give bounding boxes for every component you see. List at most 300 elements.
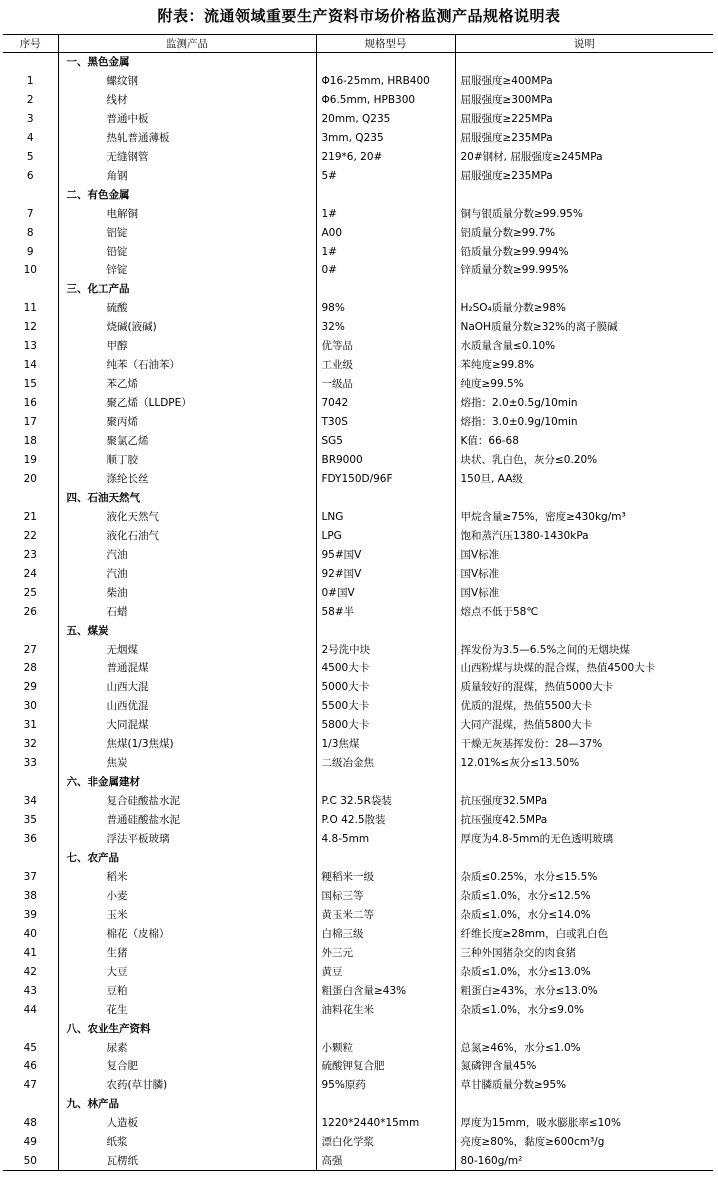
row-spec: 5800大卡 — [316, 716, 455, 735]
row-spec: 粗蛋白含量≥43% — [316, 981, 455, 1000]
row-product: 烧碱(液碱) — [58, 318, 316, 337]
row-description: 抗压强度32.5MPa — [455, 792, 713, 811]
category-row — [3, 773, 713, 792]
row-number: 40 — [23, 927, 37, 940]
row-product: 山西优混 — [58, 697, 316, 716]
table-row — [3, 583, 713, 602]
row-description — [455, 621, 713, 640]
row-description: 80-160g/m² — [455, 1152, 713, 1171]
category-label: 七、农产品 — [58, 849, 316, 868]
row-product: 液化天然气 — [58, 507, 316, 526]
row-number — [3, 280, 58, 299]
row-description: 铜与银质量分数≥99.95% — [455, 204, 713, 223]
row-spec: 硫酸钾复合肥 — [316, 1057, 455, 1076]
row-description: 杂质≤1.0%，水分≤13.0% — [455, 962, 713, 981]
row-spec — [316, 849, 455, 868]
table-row — [3, 204, 713, 223]
row-spec: LNG — [316, 507, 455, 526]
row-product: 聚乙烯（LLDPE） — [58, 394, 316, 413]
row-number: 5 — [26, 150, 34, 163]
row-number: 23 — [23, 548, 37, 561]
table-row — [3, 223, 713, 242]
table-row — [3, 545, 713, 564]
header-product: 监测产品 — [58, 35, 316, 53]
row-description: 三种外国猪杂交的肉食猪 — [455, 943, 713, 962]
row-description: 锌质量分数≥99.995% — [455, 261, 713, 280]
spec-table — [3, 34, 713, 1171]
row-product: 农药(草甘膦) — [58, 1076, 316, 1095]
table-row — [3, 128, 713, 147]
category-row — [3, 849, 713, 868]
category-row — [3, 280, 713, 299]
table-row — [3, 337, 713, 356]
row-spec: 58#半 — [316, 602, 455, 621]
row-number: 37 — [23, 870, 37, 883]
row-product: 电解铜 — [58, 204, 316, 223]
row-number: 12 — [23, 321, 37, 334]
row-description: 饱和蒸汽压1380-1430kPa — [455, 526, 713, 545]
row-product: 山西大混 — [58, 678, 316, 697]
row-spec: LPG — [316, 526, 455, 545]
table-row — [3, 924, 713, 943]
row-product: 聚丙烯 — [58, 413, 316, 432]
row-number: 21 — [23, 510, 37, 523]
table-row — [3, 432, 713, 451]
row-product: 普通硅酸盐水泥 — [58, 811, 316, 830]
row-spec: 0# — [316, 261, 455, 280]
row-spec — [316, 1019, 455, 1038]
row-description: 铅质量分数≥99.994% — [455, 242, 713, 261]
row-product: 液化石油气 — [58, 526, 316, 545]
row-number: 14 — [23, 359, 37, 372]
row-description — [455, 488, 713, 507]
row-product: 石蜡 — [58, 602, 316, 621]
row-spec: 4.8-5mm — [316, 830, 455, 849]
row-number: 2 — [26, 93, 34, 106]
table-row — [3, 1000, 713, 1019]
row-number: 39 — [23, 908, 37, 921]
row-number: 34 — [23, 795, 37, 808]
row-spec — [316, 1095, 455, 1114]
table-row — [3, 469, 713, 488]
row-description: 屈服强度≥300MPa — [455, 90, 713, 109]
table-row — [3, 147, 713, 166]
row-description: 国Ⅴ标准 — [455, 583, 713, 602]
row-product: 无缝钢管 — [58, 147, 316, 166]
category-row — [3, 185, 713, 204]
row-number: 31 — [23, 719, 37, 732]
category-row — [3, 1019, 713, 1038]
row-number — [3, 1019, 58, 1038]
table-row — [3, 166, 713, 185]
row-spec: 219*6, 20# — [316, 147, 455, 166]
table-row — [3, 735, 713, 754]
row-product: 复合肥 — [58, 1057, 316, 1076]
row-product: 锌锭 — [58, 261, 316, 280]
category-row — [3, 1095, 713, 1114]
row-spec — [316, 773, 455, 792]
row-number: 48 — [23, 1117, 37, 1130]
row-description: 山西粉煤与块煤的混合煤，热值4500大卡 — [455, 659, 713, 678]
row-description — [455, 280, 713, 299]
row-spec: 95#国Ⅴ — [316, 545, 455, 564]
row-description: 苯纯度≥99.8% — [455, 356, 713, 375]
row-spec: 工业级 — [316, 356, 455, 375]
row-product: 硫酸 — [58, 299, 316, 318]
row-product: 无烟煤 — [58, 640, 316, 659]
row-product: 纸浆 — [58, 1133, 316, 1152]
row-product: 豆粕 — [58, 981, 316, 1000]
category-label: 九、林产品 — [58, 1095, 316, 1114]
table-row — [3, 830, 713, 849]
row-description: 抗压强度42.5MPa — [455, 811, 713, 830]
row-description: 20#钢材, 屈服强度≥245MPa — [455, 147, 713, 166]
row-number: 15 — [23, 378, 37, 391]
row-number: 30 — [23, 700, 37, 713]
row-description: 挥发份为3.5—6.5%之间的无烟块煤 — [455, 640, 713, 659]
row-description: 质量较好的混煤，热值5000大卡 — [455, 678, 713, 697]
header-desc: 说明 — [455, 35, 713, 53]
row-description: K值：66-68 — [455, 432, 713, 451]
row-spec: 二级冶金焦 — [316, 754, 455, 773]
row-number: 25 — [23, 586, 37, 599]
category-label: 二、有色金属 — [58, 185, 316, 204]
row-description: 厚度为4.8-5mm的无色透明玻璃 — [455, 830, 713, 849]
row-product: 涤纶长丝 — [58, 469, 316, 488]
row-description: 优质的混煤，热值5500大卡 — [455, 697, 713, 716]
table-row — [3, 943, 713, 962]
row-spec: 一级品 — [316, 375, 455, 394]
row-description: 氮磷钾含量45% — [455, 1057, 713, 1076]
row-number: 3 — [26, 112, 34, 125]
header-spec: 规格型号 — [316, 35, 455, 53]
row-spec: 外三元 — [316, 943, 455, 962]
row-number — [3, 1095, 58, 1114]
table-row — [3, 71, 713, 90]
table-row — [3, 318, 713, 337]
row-number: 36 — [23, 833, 37, 846]
table-row — [3, 451, 713, 470]
row-spec — [316, 53, 455, 72]
row-spec — [316, 185, 455, 204]
row-description: 纤维长度≥28mm，白或乳白色 — [455, 924, 713, 943]
row-description: 水质量含量≤0.10% — [455, 337, 713, 356]
row-number: 29 — [23, 681, 37, 694]
row-spec: 优等品 — [316, 337, 455, 356]
row-product: 复合硅酸盐水泥 — [58, 792, 316, 811]
row-number — [3, 849, 58, 868]
table-row — [3, 375, 713, 394]
row-number: 46 — [23, 1060, 37, 1073]
row-description — [455, 1095, 713, 1114]
row-number: 44 — [23, 1003, 37, 1016]
row-spec: 小颗粒 — [316, 1038, 455, 1057]
row-number: 6 — [26, 169, 34, 182]
table-row — [3, 659, 713, 678]
row-product: 柴油 — [58, 583, 316, 602]
row-product: 螺纹钢 — [58, 71, 316, 90]
row-number: 17 — [23, 416, 37, 429]
row-spec: 2号洗中块 — [316, 640, 455, 659]
table-row — [3, 1114, 713, 1133]
row-spec: 5# — [316, 166, 455, 185]
row-number: 4 — [26, 131, 34, 144]
row-product: 普通中板 — [58, 109, 316, 128]
table-row — [3, 697, 713, 716]
row-number: 20 — [23, 472, 37, 485]
table-body — [3, 53, 713, 1171]
category-label: 四、石油天然气 — [58, 488, 316, 507]
table-row — [3, 564, 713, 583]
row-description: 熔指：3.0±0.9g/10min — [455, 413, 713, 432]
row-number: 32 — [23, 738, 37, 751]
row-product: 生猪 — [58, 943, 316, 962]
table-row — [3, 678, 713, 697]
row-product: 聚氯乙烯 — [58, 432, 316, 451]
row-product: 甲醇 — [58, 337, 316, 356]
row-description: 国Ⅴ标准 — [455, 545, 713, 564]
table-row — [3, 242, 713, 261]
table-row — [3, 962, 713, 981]
row-spec: 32% — [316, 318, 455, 337]
row-number: 47 — [23, 1079, 37, 1092]
row-number: 38 — [23, 889, 37, 902]
table-row — [3, 1152, 713, 1171]
row-description: 熔点不低于58℃ — [455, 602, 713, 621]
row-description: 杂质≤1.0%，水分≤14.0% — [455, 905, 713, 924]
row-spec — [316, 488, 455, 507]
row-number: 10 — [23, 264, 37, 277]
row-number: 45 — [23, 1041, 37, 1054]
table-row — [3, 1057, 713, 1076]
row-number: 22 — [23, 529, 37, 542]
row-product: 热轧普通薄板 — [58, 128, 316, 147]
table-row — [3, 299, 713, 318]
row-spec: 黄豆 — [316, 962, 455, 981]
row-product: 焦炭 — [58, 754, 316, 773]
category-label: 五、煤炭 — [58, 621, 316, 640]
row-number: 11 — [23, 302, 37, 315]
row-number — [3, 773, 58, 792]
row-spec: 白棉三级 — [316, 924, 455, 943]
table-row — [3, 811, 713, 830]
row-number: 28 — [23, 662, 37, 675]
row-number: 43 — [23, 984, 37, 997]
row-description: 屈服强度≥225MPa — [455, 109, 713, 128]
row-number: 1 — [26, 74, 34, 87]
row-spec: 98% — [316, 299, 455, 318]
row-number — [3, 185, 58, 204]
row-spec: 1/3焦煤 — [316, 735, 455, 754]
row-spec: Φ16-25mm, HRB400 — [316, 71, 455, 90]
row-number: 19 — [23, 453, 37, 466]
row-description: 12.01%≤灰分≤13.50% — [455, 754, 713, 773]
row-description: 亮度≥80%，黏度≥600cm³/g — [455, 1133, 713, 1152]
table-row — [3, 1133, 713, 1152]
table-row — [3, 109, 713, 128]
row-description — [455, 773, 713, 792]
table-row — [3, 1076, 713, 1095]
table-row — [3, 867, 713, 886]
row-product: 稻米 — [58, 867, 316, 886]
row-spec: 1# — [316, 204, 455, 223]
table-row — [3, 792, 713, 811]
row-spec: 20mm, Q235 — [316, 109, 455, 128]
table-row — [3, 394, 713, 413]
table-row — [3, 886, 713, 905]
row-product: 纯苯（石油苯） — [58, 356, 316, 375]
row-description: 屈服强度≥235MPa — [455, 166, 713, 185]
table-row — [3, 602, 713, 621]
row-product: 瓦楞纸 — [58, 1152, 316, 1171]
row-spec: A00 — [316, 223, 455, 242]
category-label: 八、农业生产资料 — [58, 1019, 316, 1038]
row-number: 24 — [23, 567, 37, 580]
row-description: H₂SO₄质量分数≥98% — [455, 299, 713, 318]
category-row — [3, 53, 713, 72]
category-label: 六、非金属建材 — [58, 773, 316, 792]
row-number: 27 — [23, 643, 37, 656]
row-description — [455, 849, 713, 868]
table-row — [3, 1038, 713, 1057]
row-description: 块状、乳白色，灰分≤0.20% — [455, 451, 713, 470]
row-description: 甲烷含量≥75%，密度≥430kg/m³ — [455, 507, 713, 526]
row-product: 汽油 — [58, 545, 316, 564]
row-number — [3, 621, 58, 640]
row-spec: 高强 — [316, 1152, 455, 1171]
row-product: 人造板 — [58, 1114, 316, 1133]
row-spec: 国标三等 — [316, 886, 455, 905]
row-number: 33 — [23, 757, 37, 770]
row-product: 汽油 — [58, 564, 316, 583]
row-spec: Φ6.5mm, HPB300 — [316, 90, 455, 109]
row-product: 苯乙烯 — [58, 375, 316, 394]
table-row — [3, 981, 713, 1000]
row-product: 花生 — [58, 1000, 316, 1019]
header-num: 序号 — [3, 35, 58, 53]
row-product: 角钢 — [58, 166, 316, 185]
row-description: 杂质≤0.25%，水分≤15.5% — [455, 867, 713, 886]
row-description: 厚度为15mm，吸水膨胀率≤10% — [455, 1114, 713, 1133]
row-number: 9 — [26, 245, 34, 258]
row-description — [455, 1019, 713, 1038]
row-description: 屈服强度≥400MPa — [455, 71, 713, 90]
row-number: 26 — [23, 605, 37, 618]
row-number — [3, 488, 58, 507]
row-product: 铝锭 — [58, 223, 316, 242]
row-product: 小麦 — [58, 886, 316, 905]
row-spec: SG5 — [316, 432, 455, 451]
page-title: 附表：流通领域重要生产资料市场价格监测产品规格说明表 — [157, 7, 561, 25]
row-product: 铅锭 — [58, 242, 316, 261]
row-number: 18 — [23, 435, 37, 448]
category-row — [3, 621, 713, 640]
row-spec: 油料花生米 — [316, 1000, 455, 1019]
row-spec: FDY150D/96F — [316, 469, 455, 488]
row-product: 浮法平板玻璃 — [58, 830, 316, 849]
row-spec: 黄玉米二等 — [316, 905, 455, 924]
row-product: 尿素 — [58, 1038, 316, 1057]
row-description: 纯度≥99.5% — [455, 375, 713, 394]
row-product: 大豆 — [58, 962, 316, 981]
row-number: 13 — [23, 340, 37, 353]
row-spec: 7042 — [316, 394, 455, 413]
row-spec: 92#国Ⅴ — [316, 564, 455, 583]
table-row — [3, 716, 713, 735]
row-spec — [316, 280, 455, 299]
row-spec: BR9000 — [316, 451, 455, 470]
row-spec: 4500大卡 — [316, 659, 455, 678]
row-product: 大同混煤 — [58, 716, 316, 735]
row-description — [455, 185, 713, 204]
table-row — [3, 90, 713, 109]
row-description: 屈服强度≥235MPa — [455, 128, 713, 147]
row-product: 顺丁胶 — [58, 451, 316, 470]
row-description: 总氮≥46%，水分≤1.0% — [455, 1038, 713, 1057]
category-row — [3, 488, 713, 507]
row-product: 线材 — [58, 90, 316, 109]
row-description: 杂质≤1.0%，水分≤12.5% — [455, 886, 713, 905]
table-row — [3, 640, 713, 659]
row-number: 16 — [23, 397, 37, 410]
row-description: 干燥无灰基挥发份：28—37% — [455, 735, 713, 754]
table-row — [3, 754, 713, 773]
row-number: 49 — [23, 1136, 37, 1149]
row-description: 粗蛋白≥43%，水分≤13.0% — [455, 981, 713, 1000]
row-description: 熔指：2.0±0.5g/10min — [455, 394, 713, 413]
row-product: 焦煤(1/3焦煤) — [58, 735, 316, 754]
table-row — [3, 905, 713, 924]
row-spec: 95%原药 — [316, 1076, 455, 1095]
row-spec: 1220*2440*15mm — [316, 1114, 455, 1133]
table-row — [3, 261, 713, 280]
row-number: 8 — [26, 226, 34, 239]
row-product: 普通混煤 — [58, 659, 316, 678]
table-header-row — [3, 35, 713, 53]
row-number: 42 — [23, 965, 37, 978]
row-spec: 1# — [316, 242, 455, 261]
row-description: 草甘膦质量分数≥95% — [455, 1076, 713, 1095]
row-spec: 5500大卡 — [316, 697, 455, 716]
row-description: 铝质量分数≥99.7% — [455, 223, 713, 242]
table-row — [3, 413, 713, 432]
row-spec: T30S — [316, 413, 455, 432]
table-row — [3, 356, 713, 375]
row-description: 国Ⅴ标准 — [455, 564, 713, 583]
category-label: 三、化工产品 — [58, 280, 316, 299]
row-product: 玉米 — [58, 905, 316, 924]
row-spec — [316, 621, 455, 640]
row-number: 41 — [23, 946, 37, 959]
row-description: NaOH质量分数≥32%的离子膜碱 — [455, 318, 713, 337]
row-description: 杂质≤1.0%，水分≤9.0% — [455, 1000, 713, 1019]
row-spec: 0#国Ⅴ — [316, 583, 455, 602]
row-number — [3, 53, 58, 72]
row-spec: 5000大卡 — [316, 678, 455, 697]
row-spec: P.C 32.5R袋装 — [316, 792, 455, 811]
row-spec: 漂白化学浆 — [316, 1133, 455, 1152]
row-spec: 粳稻米一级 — [316, 867, 455, 886]
table-row — [3, 526, 713, 545]
row-spec: 3mm, Q235 — [316, 128, 455, 147]
row-number: 7 — [26, 207, 34, 220]
row-description: 大同产混煤，热值5800大卡 — [455, 716, 713, 735]
table-row — [3, 507, 713, 526]
row-product: 棉花（皮棉） — [58, 924, 316, 943]
row-spec: P.O 42.5散装 — [316, 811, 455, 830]
category-label: 一、黑色金属 — [58, 53, 316, 72]
row-description: 150旦, AA级 — [455, 469, 713, 488]
